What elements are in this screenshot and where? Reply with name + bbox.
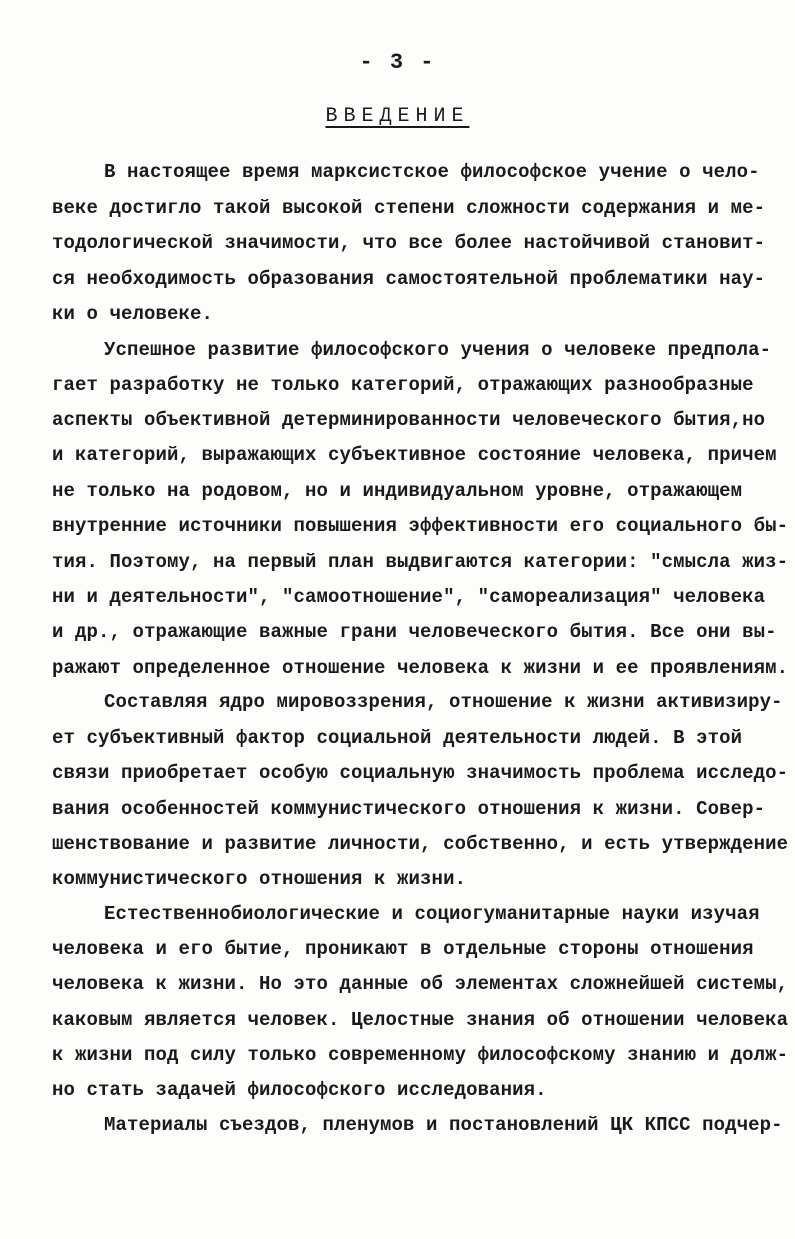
text-line: внутренние источники повышения эффективности его социального бы- xyxy=(52,515,789,537)
page-number: - 3 - xyxy=(359,50,436,75)
text-line: но стать задачей философского исследования. xyxy=(52,1079,547,1101)
text-line: Материалы съездов, пленумов и постановлений ЦК КПСС подчер- xyxy=(104,1114,783,1136)
text-line: и категорий, выражающих субъективное состояние человека, причем xyxy=(52,444,777,466)
text-line: ки о человеке. xyxy=(52,303,214,325)
text-line: коммунистического отношения к жизни. xyxy=(52,868,467,890)
text-line: Успешное развитие философского учения о человеке предпола- xyxy=(104,339,772,361)
text-line: человека и его бытие, проникают в отдельные стороны отношения xyxy=(52,938,754,960)
text-line: гает разработку не только категорий, отражающих разнообразные xyxy=(52,374,754,396)
text-line: тия. Поэтому, на первый план выдвигаются категории: "смысла жиз- xyxy=(52,551,789,573)
text-line: вания особенностей коммунистического отношения к жизни. Совер- xyxy=(52,798,766,820)
text-line: и др., отражающие важные грани человеческого бытия. Все они вы- xyxy=(52,621,777,643)
text-line: Составляя ядро мировоззрения, отношение к жизни активизиру- xyxy=(104,691,783,713)
text-line: Естественнобиологические и социогуманитарные науки изучая xyxy=(104,903,760,925)
text-line: человека к жизни. Но это данные об элементах сложнейшей системы, xyxy=(52,973,789,995)
text-line: связи приобретает особую социальную значимость проблема исследо- xyxy=(52,762,789,784)
text-line: аспекты объективной детерминированности человеческого бытия,но xyxy=(52,409,766,431)
text-line: тодологической значимости, что все более настойчивой становит- xyxy=(52,232,766,254)
text-line: В настоящее время марксистское философское учение о чело- xyxy=(104,161,760,183)
text-line: каковым является человек. Целостные знания об отношении человека xyxy=(52,1009,789,1031)
text-line: ражают определенное отношение человека к жизни и ее проявлениям. xyxy=(52,657,789,679)
text-line: шенствование и развитие личности, собственно, и есть утверждение xyxy=(52,833,789,855)
text-line: ни и деятельности", "самоотношение", "самореализация" человека xyxy=(52,586,766,608)
text-line: веке достигло такой высокой степени сложности содержания и ме- xyxy=(52,197,766,219)
text-line: ет субъективный фактор социальной деятельности людей. В этой xyxy=(52,727,743,749)
text-line: не только на родовом, но и индивидуальном уровне, отражающем xyxy=(52,480,743,502)
section-heading: ВВЕДЕНИЕ xyxy=(325,105,470,128)
text-line: к жизни под силу только современному философскому знанию и долж- xyxy=(52,1044,789,1066)
text-line: ся необходимость образования самостоятельной проблематики нау- xyxy=(52,268,766,290)
